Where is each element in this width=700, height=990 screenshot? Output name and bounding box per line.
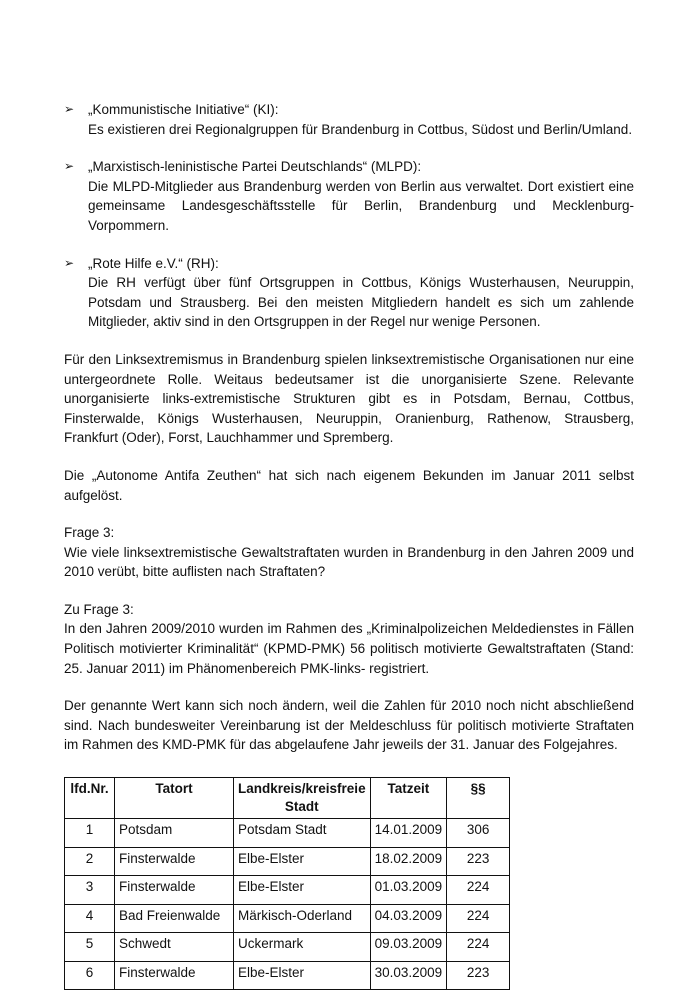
table-row (65, 961, 510, 990)
cell-paragraph: 223 (447, 847, 510, 876)
cell-landkreis: Uckermark (234, 933, 371, 962)
header-tatort: Tatort (115, 778, 234, 819)
question-3 (64, 523, 634, 582)
bullet-title: „Kommunistische Initiative“ (KI): (88, 102, 279, 117)
cell-tatort: Finsterwalde (115, 876, 234, 905)
cell-landkreis: Elbe-Elster (234, 961, 371, 990)
table-header-row (65, 778, 510, 819)
answer-label: Zu Frage 3: (64, 601, 134, 617)
cell-paragraph: 224 (447, 904, 510, 933)
cell-tatort: Finsterwalde (115, 847, 234, 876)
arrow-bullet-icon: ➢ (64, 102, 75, 116)
header-lfd-nr: lfd.Nr. (65, 778, 115, 819)
cell-tatzeit: 14.01.2009 (370, 819, 447, 848)
table-row (65, 876, 510, 905)
bullet-mlpd (64, 157, 634, 235)
bullet-title: „Marxistisch-leninistische Partei Deutschlands“ (MLPD): (88, 159, 422, 175)
paragraph-meldeschluss: Der genannte Wert kann sich noch ändern, weil die Zahlen für 2010 noch nicht abschließend sind. Nach bundesweiter Vereinbarung ist der Meldeschluss für politisch motivierte Straftaten im Rahmen des KMD-PMK für das abgelaufene Jahr jeweils der 31. Januar des Folgejahres. (64, 698, 634, 753)
bullet-text: Die MLPD-Mitglieder aus Brandenburg werden von Berlin aus verwaltet. Dort existiert eine gemeinsame Landesgeschäftsstelle für Berlin, Brandenburg und Mecklenburg-Vorpommern. (88, 178, 634, 233)
arrow-bullet-icon: ➢ (64, 255, 75, 270)
cell-tatort: Finsterwalde (115, 961, 234, 990)
answer-3 (64, 600, 634, 678)
cell-paragraph: 224 (447, 876, 510, 905)
bullet-rh (64, 254, 634, 332)
answer-text: In den Jahren 2009/2010 wurden im Rahmen des „Kriminalpolizeichen Meldedienstes in Fällen Politisch motivierter Kriminalität“ (KPMD-PMK) 56 politisch motivierte Gewaltstraftaten (Stand: 25. Januar 2011) im Phänomenbereich PMK-links- registriert. (64, 621, 634, 676)
cell-nr: 1 (65, 819, 115, 848)
bullet-text: Es existieren drei Regionalgruppen für Brandenburg in Cottbus, Südost und Berlin/Umland. (88, 121, 633, 137)
document-page (64, 100, 634, 990)
cell-paragraph: 306 (447, 819, 510, 848)
cell-landkreis: Märkisch-Oderland (234, 904, 371, 933)
cell-tatort: Potsdam (115, 819, 234, 848)
cell-landkreis: Elbe-Elster (234, 876, 371, 905)
cell-nr: 6 (65, 961, 115, 990)
cell-nr: 3 (65, 876, 115, 905)
arrow-bullet-icon: ➢ (64, 159, 75, 174)
cell-tatort: Bad Freienwalde (115, 904, 234, 933)
table-row (65, 933, 510, 962)
cell-tatzeit: 04.03.2009 (370, 904, 447, 933)
paragraph-linksextremismus: Für den Linksextremismus in Brandenburg spielen linksextremistische Organisationen nur eine untergeordnete Rolle. Weitaus bedeutsamer ist die unorganisierte Szene. Relevante unorganisierte links-extremistische Strukturen gibt es in Potsdam, Bernau, Cottbus, Finsterwalde, Königs Wusterhausen, Neuruppin, Oranienburg, Rathenow, Strausberg, Frankfurt (Oder), Forst, Lauchhammer und Spremberg. (64, 351, 634, 446)
cell-tatzeit: 09.03.2009 (370, 933, 447, 962)
cell-nr: 5 (65, 933, 115, 962)
bullet-title: „Rote Hilfe e.V.“ (RH): (88, 255, 219, 271)
paragraph-antifa: Die „Autonome Antifa Zeuthen“ hat sich nach eigenem Bekunden im Januar 2011 selbst aufgelöst. (64, 467, 634, 503)
header-paragraphs: §§ (447, 778, 510, 819)
question-label: Frage 3: (64, 525, 115, 541)
cell-tatort: Schwedt (115, 933, 234, 962)
cell-tatzeit: 01.03.2009 (370, 876, 447, 905)
table-row (65, 847, 510, 876)
cell-tatzeit: 18.02.2009 (370, 847, 447, 876)
question-text: Wie viele linksextremistische Gewaltstraftaten wurden in Brandenburg in den Jahren 2009 und 2010 verübt, bitte auflisten nach Straftaten? (64, 544, 634, 580)
offenses-table (64, 777, 510, 990)
cell-tatzeit: 30.03.2009 (370, 961, 447, 990)
header-tatzeit: Tatzeit (370, 778, 447, 819)
table-row (65, 904, 510, 933)
bullet-ki (64, 100, 634, 139)
cell-nr: 2 (65, 847, 115, 876)
cell-landkreis: Elbe-Elster (234, 847, 371, 876)
header-landkreis: Landkreis/kreisfreie Stadt (234, 778, 371, 819)
table-row (65, 819, 510, 848)
cell-paragraph: 224 (447, 933, 510, 962)
bullet-text: Die RH verfügt über fünf Ortsgruppen in Cottbus, Königs Wusterhausen, Neuruppin, Potsdam und Strausberg. Bei den meisten Mitgliedern handelt es sich um zahlende Mitglieder, aktiv sind in den Ortsgruppen in der Regel nur wenige Personen. (88, 275, 634, 330)
cell-paragraph: 223 (447, 961, 510, 990)
cell-nr: 4 (65, 904, 115, 933)
cell-landkreis: Potsdam Stadt (234, 819, 371, 848)
